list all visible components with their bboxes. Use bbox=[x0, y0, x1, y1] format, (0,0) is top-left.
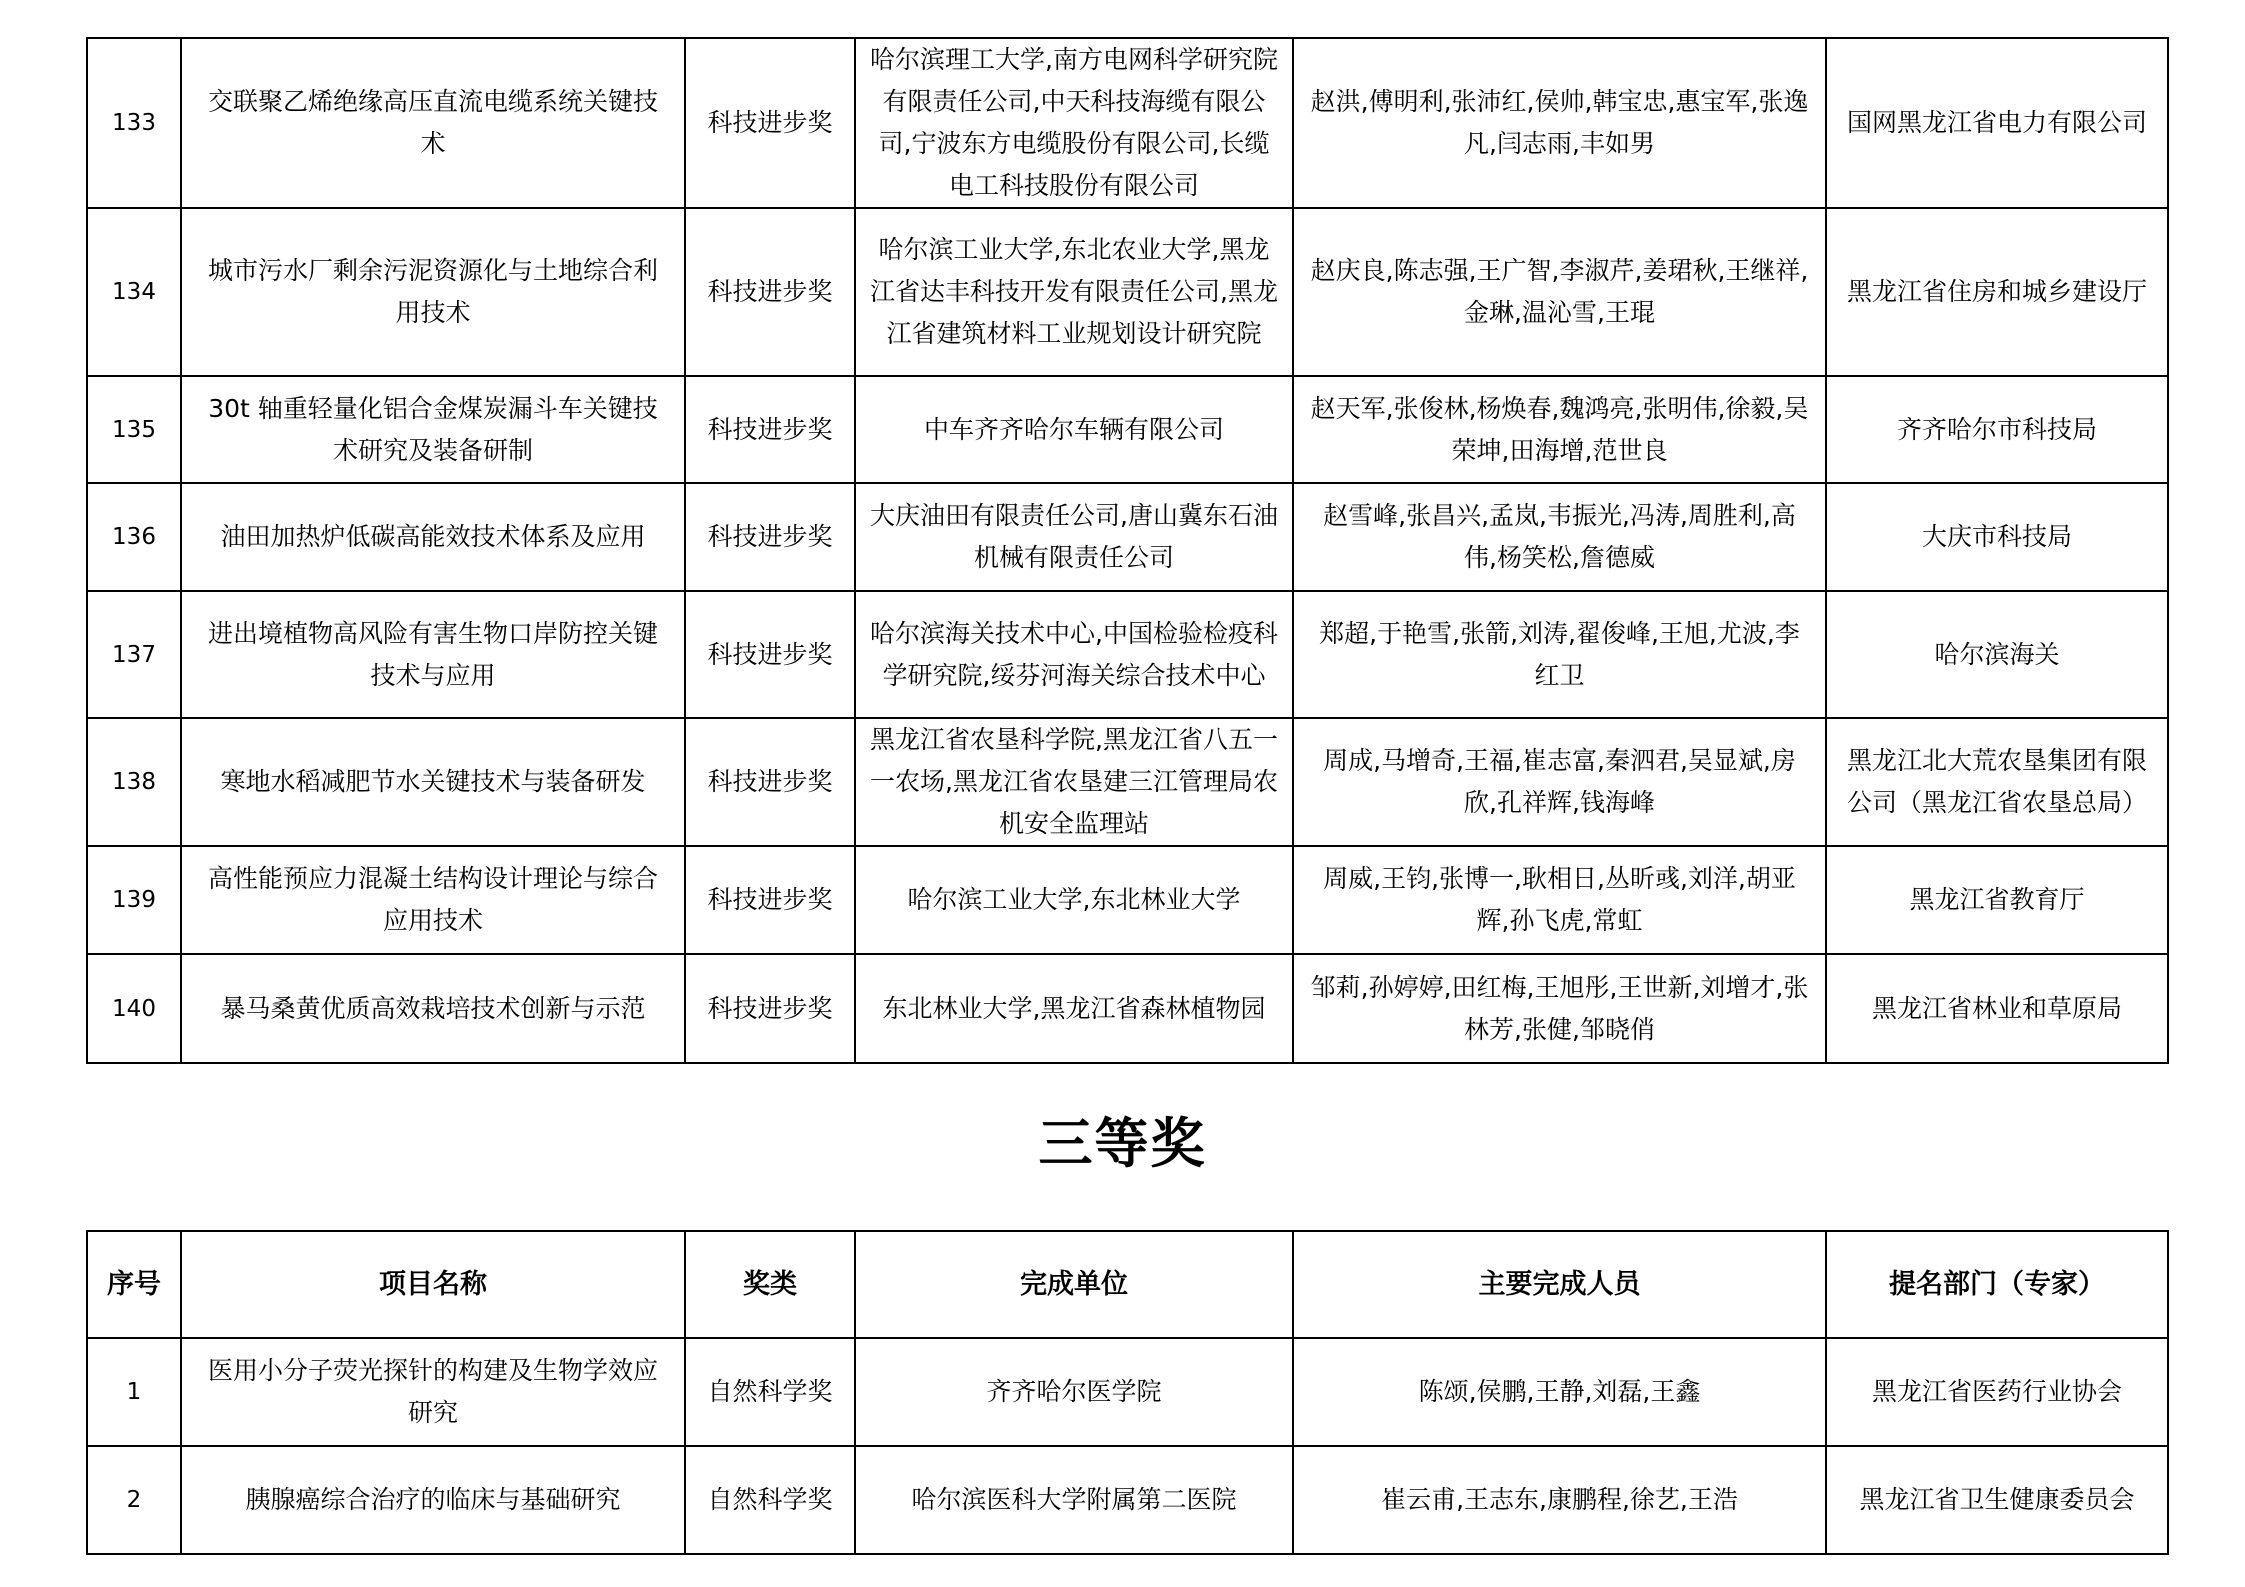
cell-completion-units: 黑龙江省农垦科学院,黑龙江省八五一一农场,黑龙江省农垦建三江管理局农机安全监理站 bbox=[855, 718, 1293, 846]
cell-nominator: 黑龙江省卫生健康委员会 bbox=[1826, 1446, 2168, 1554]
cell-award-type: 科技进步奖 bbox=[685, 483, 855, 591]
cell-completion-units: 大庆油田有限责任公司,唐山冀东石油机械有限责任公司 bbox=[855, 483, 1293, 591]
table-row bbox=[87, 846, 2168, 954]
cell-project-name: 交联聚乙烯绝缘高压直流电缆系统关键技术 bbox=[181, 38, 685, 208]
cell-main-people: 邹莉,孙婷婷,田红梅,王旭彤,王世新,刘增才,张林芳,张健,邹晓俏 bbox=[1293, 954, 1826, 1063]
cell-seq: 136 bbox=[87, 483, 181, 591]
table-row bbox=[87, 1446, 2168, 1554]
table-row bbox=[87, 591, 2168, 718]
cell-project-name: 进出境植物高风险有害生物口岸防控关键技术与应用 bbox=[181, 591, 685, 718]
cell-seq: 139 bbox=[87, 846, 181, 954]
table-row bbox=[87, 954, 2168, 1063]
header-nominator: 提名部门（专家） bbox=[1826, 1231, 2168, 1338]
cell-nominator: 黑龙江省林业和草原局 bbox=[1826, 954, 2168, 1063]
cell-main-people: 赵庆良,陈志强,王广智,李淑芹,姜珺秋,王继祥,金琳,温沁雪,王琨 bbox=[1293, 208, 1826, 376]
cell-completion-units: 中车齐齐哈尔车辆有限公司 bbox=[855, 376, 1293, 483]
table-row bbox=[87, 376, 2168, 483]
cell-award-type: 科技进步奖 bbox=[685, 376, 855, 483]
cell-seq: 134 bbox=[87, 208, 181, 376]
cell-completion-units: 齐齐哈尔医学院 bbox=[855, 1338, 1293, 1446]
cell-award-type: 自然科学奖 bbox=[685, 1446, 855, 1554]
cell-completion-units: 哈尔滨医科大学附属第二医院 bbox=[855, 1446, 1293, 1554]
cell-project-name: 医用小分子荧光探针的构建及生物学效应研究 bbox=[181, 1338, 685, 1446]
cell-main-people: 陈颂,侯鹏,王静,刘磊,王鑫 bbox=[1293, 1338, 1826, 1446]
cell-nominator: 黑龙江省教育厅 bbox=[1826, 846, 2168, 954]
header-award-type: 奖类 bbox=[685, 1231, 855, 1338]
cell-main-people: 崔云甫,王志东,康鹏程,徐艺,王浩 bbox=[1293, 1446, 1826, 1554]
table-row bbox=[87, 1338, 2168, 1446]
awards-table-second-prize bbox=[86, 37, 2169, 1064]
cell-nominator: 哈尔滨海关 bbox=[1826, 591, 2168, 718]
cell-main-people: 周威,王钧,张博一,耿相日,丛昕彧,刘洋,胡亚辉,孙飞虎,常虹 bbox=[1293, 846, 1826, 954]
cell-nominator: 大庆市科技局 bbox=[1826, 483, 2168, 591]
table-row bbox=[87, 718, 2168, 846]
cell-project-name: 寒地水稻减肥节水关键技术与装备研发 bbox=[181, 718, 685, 846]
section-title-third-prize: 三等奖 bbox=[1038, 1112, 1207, 1175]
table-row bbox=[87, 208, 2168, 376]
cell-award-type: 科技进步奖 bbox=[685, 954, 855, 1063]
table-header-row bbox=[87, 1231, 2168, 1338]
cell-main-people: 赵洪,傅明利,张沛红,侯帅,韩宝忠,惠宝军,张逸凡,闫志雨,丰如男 bbox=[1293, 38, 1826, 208]
table-row bbox=[87, 483, 2168, 591]
cell-award-type: 科技进步奖 bbox=[685, 718, 855, 846]
cell-seq: 137 bbox=[87, 591, 181, 718]
cell-completion-units: 哈尔滨理工大学,南方电网科学研究院有限责任公司,中天科技海缆有限公司,宁波东方电缆股份有限公司,长缆电工科技股份有限公司 bbox=[855, 38, 1293, 208]
header-seq: 序号 bbox=[87, 1231, 181, 1338]
cell-project-name: 30t 轴重轻量化铝合金煤炭漏斗车关键技术研究及装备研制 bbox=[181, 376, 685, 483]
cell-award-type: 科技进步奖 bbox=[685, 846, 855, 954]
cell-award-type: 科技进步奖 bbox=[685, 208, 855, 376]
header-project-name: 项目名称 bbox=[181, 1231, 685, 1338]
cell-main-people: 赵天军,张俊林,杨焕春,魏鸿亮,张明伟,徐毅,吴荣坤,田海增,范世良 bbox=[1293, 376, 1826, 483]
cell-seq: 138 bbox=[87, 718, 181, 846]
cell-seq: 140 bbox=[87, 954, 181, 1063]
cell-main-people: 周成,马增奇,王福,崔志富,秦泗君,吴显斌,房欣,孔祥辉,钱海峰 bbox=[1293, 718, 1826, 846]
cell-nominator: 齐齐哈尔市科技局 bbox=[1826, 376, 2168, 483]
cell-main-people: 赵雪峰,张昌兴,孟岚,韦振光,冯涛,周胜利,高伟,杨笑松,詹德威 bbox=[1293, 483, 1826, 591]
cell-nominator: 黑龙江北大荒农垦集团有限公司（黑龙江省农垦总局） bbox=[1826, 718, 2168, 846]
cell-award-type: 自然科学奖 bbox=[685, 1338, 855, 1446]
cell-completion-units: 哈尔滨工业大学,东北农业大学,黑龙江省达丰科技开发有限责任公司,黑龙江省建筑材料工业规划设计研究院 bbox=[855, 208, 1293, 376]
cell-seq: 2 bbox=[87, 1446, 181, 1554]
cell-nominator: 国网黑龙江省电力有限公司 bbox=[1826, 38, 2168, 208]
cell-seq: 133 bbox=[87, 38, 181, 208]
cell-project-name: 暴马桑黄优质高效栽培技术创新与示范 bbox=[181, 954, 685, 1063]
cell-seq: 135 bbox=[87, 376, 181, 483]
cell-nominator: 黑龙江省医药行业协会 bbox=[1826, 1338, 2168, 1446]
cell-completion-units: 哈尔滨工业大学,东北林业大学 bbox=[855, 846, 1293, 954]
cell-nominator: 黑龙江省住房和城乡建设厅 bbox=[1826, 208, 2168, 376]
cell-main-people: 郑超,于艳雪,张箭,刘涛,翟俊峰,王旭,尤波,李红卫 bbox=[1293, 591, 1826, 718]
cell-project-name: 高性能预应力混凝土结构设计理论与综合应用技术 bbox=[181, 846, 685, 954]
cell-project-name: 城市污水厂剩余污泥资源化与土地综合利用技术 bbox=[181, 208, 685, 376]
cell-project-name: 胰腺癌综合治疗的临床与基础研究 bbox=[181, 1446, 685, 1554]
cell-project-name: 油田加热炉低碳高能效技术体系及应用 bbox=[181, 483, 685, 591]
awards-table-third-prize bbox=[86, 1230, 2169, 1555]
cell-award-type: 科技进步奖 bbox=[685, 38, 855, 208]
table-row bbox=[87, 38, 2168, 208]
cell-completion-units: 东北林业大学,黑龙江省森林植物园 bbox=[855, 954, 1293, 1063]
cell-completion-units: 哈尔滨海关技术中心,中国检验检疫科学研究院,绥芬河海关综合技术中心 bbox=[855, 591, 1293, 718]
cell-seq: 1 bbox=[87, 1338, 181, 1446]
header-completion-units: 完成单位 bbox=[855, 1231, 1293, 1338]
header-main-people: 主要完成人员 bbox=[1293, 1231, 1826, 1338]
cell-award-type: 科技进步奖 bbox=[685, 591, 855, 718]
